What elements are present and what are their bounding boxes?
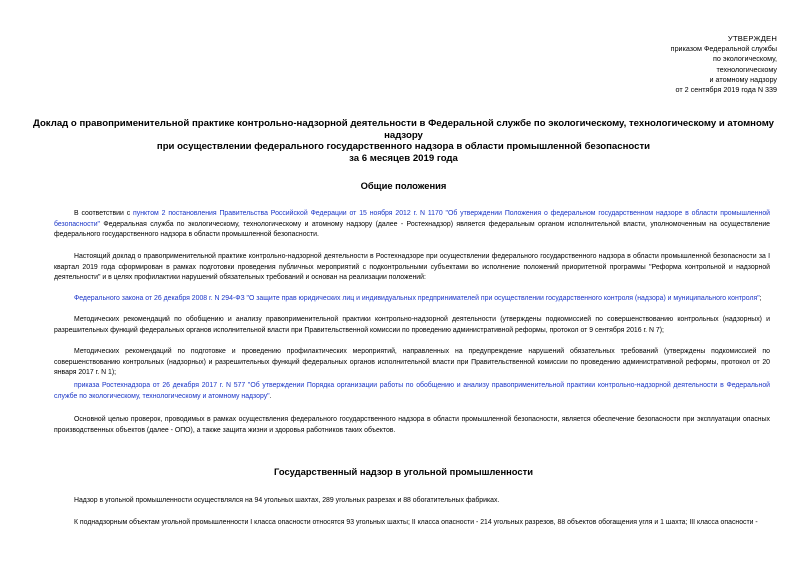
paragraph-legal-basis <box>54 209 770 241</box>
paragraph-text: . <box>269 392 272 400</box>
paragraph-federal-law <box>54 294 770 305</box>
paragraph-report-scope: Настоящий доклад о правоприменительной практике контрольно-надзорной деятельности в Ростехнадзоре при осуществлении федерального государственного надзора в области промышленной безопасности за I квартал 2019 года сформирован в рамках подготовки проведения публичных мероприятий с подконтрольными субъектами во исполнение положений приоритетной программы "Реформа контрольной и надзорной деятельности" и в целях профилактики нарушений обязательных требований и основан на реализации положений: <box>54 253 770 281</box>
document-title <box>30 118 777 164</box>
paragraph-method-prevention: Методических рекомендаций по подготовке и проведению профилактических мероприятий, направленных на предупреждение нарушений обязательных требований (утверждены подкомиссией по совершенствованию контрольных (надзорных) и разрешительных функций федеральных органов исполнительной власти при Правительственной комиссии по проведению административной реформы, протокол от 20 января 2017 г. N 1); <box>54 348 770 376</box>
approval-heading: УТВЕРЖДЕН <box>727 34 777 43</box>
paragraph-coal-objects: Надзор в угольной промышленности осуществлялся на 94 угольных шахтах, 289 угольных разрезах и 88 обогатительных фабриках. <box>74 497 500 504</box>
section-heading-coal: Государственный надзор в угольной промышленности <box>274 466 533 477</box>
resolution-1170-link[interactable]: пунктом 2 постановления Правительства Российской Федерации от 15 ноября 2012 г. N 1170 "Об утверждении Положения о федеральном государственном надзоре в области промышленной безопасности" <box>54 210 770 228</box>
paragraph-text: В соответствии с <box>74 210 134 217</box>
title-line-3: за 6 месяцев 2019 года <box>349 152 458 164</box>
approval-stamp <box>577 34 777 95</box>
approval-line: от 2 сентября 2019 года N 339 <box>675 85 777 95</box>
section-heading-general: Общие положения <box>360 180 447 191</box>
paragraph-text: Федеральная служба по экологическому, технологическому и атомному надзору (далее - Ростехнадзор) является федеральным органом исполнительной власти, уполномоченным на осуществление федерального государственного надзора в области промышленной безопасности. <box>54 220 770 238</box>
title-line-1: Доклад о правоприменительной практике контрольно-надзорной деятельности в Федеральной службе по экологическому, технологическому и атомному надзору <box>33 118 774 141</box>
federal-law-294-link[interactable]: Федерального закона от 26 декабря 2008 г. N 294-ФЗ "О защите прав юридических лиц и индивидуальных предпринимателей при осуществлении государственного контроля (надзора) и муниципального контроля" <box>74 295 760 302</box>
approval-line: приказом Федеральной службы <box>670 44 777 54</box>
paragraph-coal-hazard-classes: К поднадзорным объектам угольной промышленности I класса опасности относятся 93 угольных шахты; II класса опасности - 214 угольных разрезов, 88 объектов обогащения угля и 1 шахта; III класса опасности - <box>74 519 758 526</box>
approval-line: технологическому <box>716 64 777 74</box>
approval-line: по экологическому, <box>713 54 777 64</box>
paragraph-order-577 <box>54 381 770 402</box>
order-577-link[interactable]: приказа Ростехнадзора от 26 декабря 2017 г. N 577 "Об утверждении Порядка организации работы по обобщению и анализу правоприменительной практики контрольно-надзорной деятельности в Федеральной службе по экологическому, технологическому и атомному надзору" <box>54 382 770 400</box>
paragraph-inspection-goal: Основной целью проверок, проводимых в рамках осуществления федерального государственного надзора в области промышленной безопасности, является обеспечение безопасности при эксплуатации опасных производственных объектов (далее - ОПО), а также защита жизни и здоровья работников таких объектов. <box>54 416 770 434</box>
title-line-2: при осуществлении федерального государственного надзора в области промышленной безопасности <box>156 141 651 153</box>
approval-line: и атомному надзору <box>709 74 777 84</box>
paragraph-text: ; <box>759 295 762 302</box>
paragraph-method-analysis: Методических рекомендаций по обобщению и анализу правоприменительной практики контрольно-надзорной деятельности (утверждены подкомиссией по совершенствованию контрольных (надзорных) и разрешительных функций федеральных органов исполнительной власти при Правительственной комиссии по проведению административной реформы, протокол от 9 сентября 2016 г. N 7); <box>54 316 770 334</box>
